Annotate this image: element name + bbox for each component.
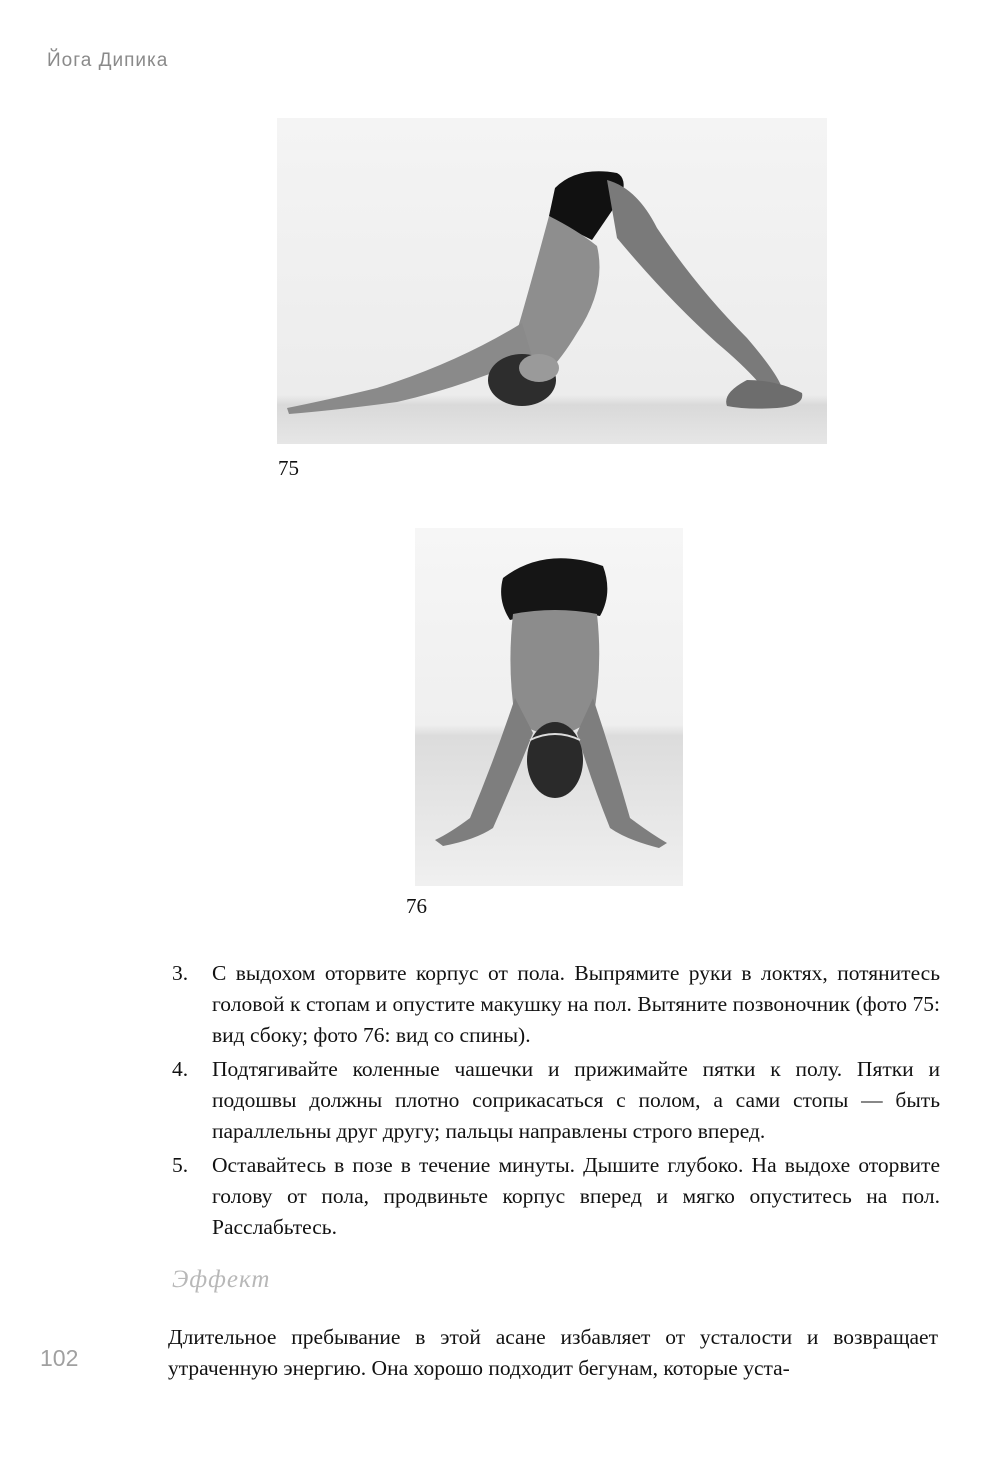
side-view-pose-photo-icon (277, 118, 827, 444)
running-title: Йога Дипика (47, 50, 169, 71)
step-item (172, 1150, 940, 1243)
step-number: 4. (172, 1057, 189, 1081)
figure-76-caption: 76 (406, 894, 427, 918)
instruction-steps (172, 958, 940, 1246)
effect-paragraph: Длительное пребывание в этой асане избавляет от усталости и возвращает утраченную энергию. Она хорошо подходит бегунам, которые уста- (168, 1325, 938, 1380)
figure-75-caption: 75 (278, 456, 299, 480)
step-text: Подтягивайте коленные чашечки и прижимайте пятки к полу. Пятки и подошвы должны плотно соприкасаться с полом, а сами стопы — быть параллельны друг другу; пальцы направлены строго вперед. (212, 1057, 940, 1143)
step-item (172, 958, 940, 1051)
step-text: Оставайтесь в позе в течение минуты. Дышите глубоко. На выдохе оторвите голову от пола, продвиньте корпус вперед и мягко опуститесь на пол. Расслабьтесь. (212, 1153, 940, 1239)
step-number: 3. (172, 961, 189, 985)
figure-76-photo (415, 528, 683, 886)
step-item (172, 1054, 940, 1147)
step-number: 5. (172, 1153, 189, 1177)
page-number: 102 (40, 1345, 79, 1371)
section-heading-effect: Эффект (172, 1266, 271, 1293)
step-text: С выдохом оторвите корпус от пола. Выпрямите руки в локтях, потянитесь головой к стопам и опустите макушку на пол. Вытяните позвоночник (фото 75: вид сбоку; фото 76: вид со спины). (212, 961, 940, 1047)
back-view-pose-photo-icon (415, 528, 683, 886)
figure-75-photo (277, 118, 827, 444)
